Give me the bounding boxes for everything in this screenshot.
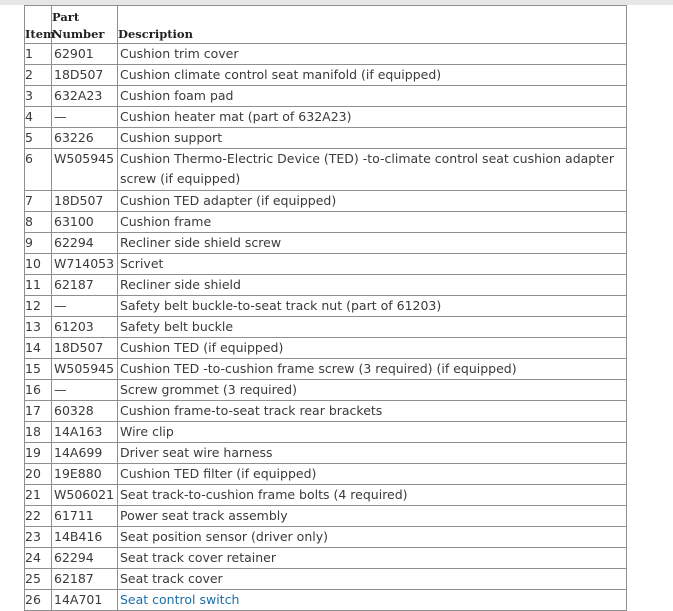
table-row [25, 359, 627, 380]
item-number: 11 [25, 275, 52, 296]
table-row [25, 44, 627, 65]
part-number: 62187 [52, 275, 118, 296]
description: Recliner side shield [118, 275, 627, 296]
table-row [25, 380, 627, 401]
table-row [25, 338, 627, 359]
header-part-line1: Part [52, 10, 80, 24]
description: Cushion TED (if equipped) [118, 338, 627, 359]
item-number: 26 [25, 590, 52, 611]
part-number: 61711 [52, 506, 118, 527]
header-item [25, 6, 56, 44]
part-number: W505945 [52, 149, 118, 191]
table-row [25, 65, 627, 86]
item-number: 8 [25, 212, 52, 233]
item-number: 3 [25, 86, 52, 107]
description: Seat track-to-cushion frame bolts (4 required) [118, 485, 627, 506]
header-part-number [52, 6, 118, 44]
part-number: — [52, 380, 118, 401]
table-row [25, 422, 627, 443]
item-number: 17 [25, 401, 52, 422]
part-number: 63100 [52, 212, 118, 233]
part-number: 62187 [52, 569, 118, 590]
item-number: 16 [25, 380, 52, 401]
table-row [25, 569, 627, 590]
table-row [25, 443, 627, 464]
description: Screw grommet (3 required) [118, 380, 627, 401]
part-number: 62294 [52, 548, 118, 569]
table-row [25, 128, 627, 149]
parts-table [24, 5, 627, 611]
header-description-label: Description [118, 27, 193, 41]
item-number: 14 [25, 338, 52, 359]
item-number: 9 [25, 233, 52, 254]
table-row [25, 254, 627, 275]
item-number: 1 [25, 44, 52, 65]
item-number: 21 [25, 485, 52, 506]
part-number: 62294 [52, 233, 118, 254]
table-row [25, 275, 627, 296]
description: Seat track cover retainer [118, 548, 627, 569]
table-row [25, 506, 627, 527]
table-row [25, 149, 627, 191]
item-number: 5 [25, 128, 52, 149]
part-number: 60328 [52, 401, 118, 422]
description: Scrivet [118, 254, 627, 275]
item-number: 2 [25, 65, 52, 86]
part-number: 63226 [52, 128, 118, 149]
part-number: 14A163 [52, 422, 118, 443]
part-number: 632A23 [52, 86, 118, 107]
item-number: 23 [25, 527, 52, 548]
description-link[interactable]: Seat control switch [118, 590, 627, 611]
description: Cushion climate control seat manifold (if equipped) [118, 65, 627, 86]
table-row [25, 527, 627, 548]
table-row [25, 191, 627, 212]
table-row [25, 317, 627, 338]
description: Safety belt buckle [118, 317, 627, 338]
description: Recliner side shield screw [118, 233, 627, 254]
table-row [25, 296, 627, 317]
description: Cushion TED -to-cushion frame screw (3 required) (if equipped) [118, 359, 627, 380]
header-row [25, 6, 627, 44]
table-row [25, 485, 627, 506]
item-number: 20 [25, 464, 52, 485]
part-number: W714053 [52, 254, 118, 275]
table-row [25, 401, 627, 422]
item-number: 15 [25, 359, 52, 380]
part-number: 14A699 [52, 443, 118, 464]
item-number: 10 [25, 254, 52, 275]
item-number: 13 [25, 317, 52, 338]
item-number: 18 [25, 422, 52, 443]
description: Power seat track assembly [118, 506, 627, 527]
description: Cushion support [118, 128, 627, 149]
part-number: W505945 [52, 359, 118, 380]
description: Wire clip [118, 422, 627, 443]
item-number: 4 [25, 107, 52, 128]
part-number: 18D507 [52, 191, 118, 212]
description: Seat position sensor (driver only) [118, 527, 627, 548]
table-row [25, 590, 627, 611]
item-number: 22 [25, 506, 52, 527]
description: Cushion TED filter (if equipped) [118, 464, 627, 485]
part-number: 62901 [52, 44, 118, 65]
part-number: — [52, 296, 118, 317]
description: Safety belt buckle-to-seat track nut (part of 61203) [118, 296, 627, 317]
item-number: 6 [25, 149, 52, 191]
header-item-label: Item [25, 27, 56, 41]
description: Seat track cover [118, 569, 627, 590]
item-number: 12 [25, 296, 52, 317]
item-number: 24 [25, 548, 52, 569]
description: Cushion trim cover [118, 44, 627, 65]
description: Cushion foam pad [118, 86, 627, 107]
part-number: 18D507 [52, 65, 118, 86]
table-row [25, 464, 627, 485]
table-row [25, 107, 627, 128]
part-number: 61203 [52, 317, 118, 338]
part-number: 18D507 [52, 338, 118, 359]
header-description [118, 6, 627, 44]
part-number: 14B416 [52, 527, 118, 548]
header-part-line2: Number [52, 27, 105, 41]
description: Cushion TED adapter (if equipped) [118, 191, 627, 212]
table-row [25, 233, 627, 254]
part-number: 19E880 [52, 464, 118, 485]
table-row [25, 548, 627, 569]
table-row [25, 212, 627, 233]
table-row [25, 86, 627, 107]
description: Driver seat wire harness [118, 443, 627, 464]
description: Cushion frame-to-seat track rear brackets [118, 401, 627, 422]
description: Cushion Thermo-Electric Device (TED) -to-climate control seat cushion adapter screw (if equipped) [118, 149, 627, 191]
description: Cushion heater mat (part of 632A23) [118, 107, 627, 128]
item-number: 25 [25, 569, 52, 590]
part-number: W506021 [52, 485, 118, 506]
item-number: 7 [25, 191, 52, 212]
description: Cushion frame [118, 212, 627, 233]
item-number: 19 [25, 443, 52, 464]
part-number: 14A701 [52, 590, 118, 611]
part-number: — [52, 107, 118, 128]
